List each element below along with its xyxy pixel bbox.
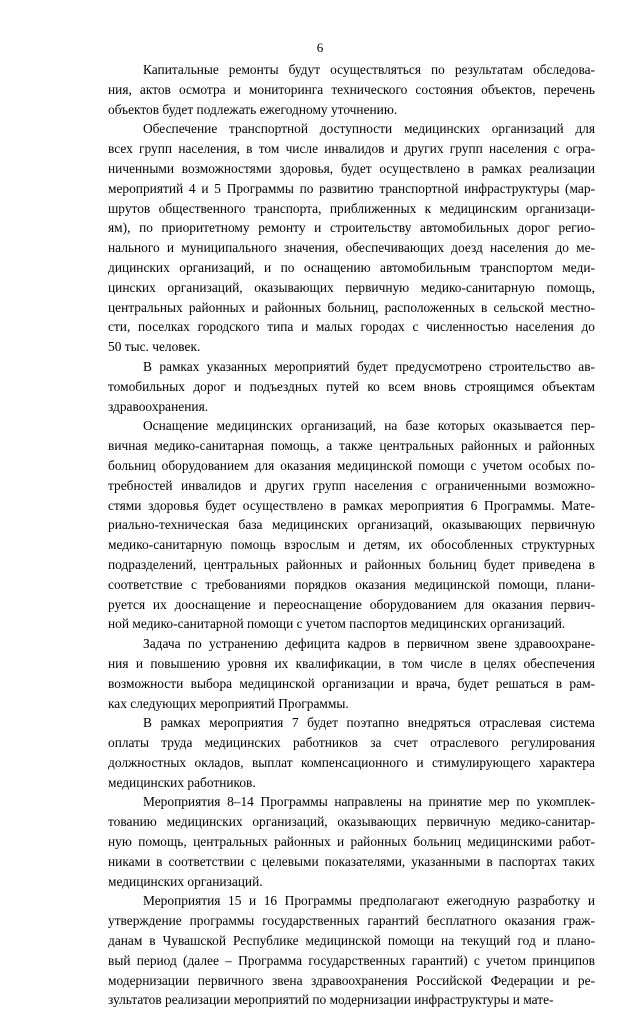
paragraph-line: модернизации первичного звена здравоохранения Российской Федерации и ре-	[108, 972, 595, 988]
paragraph-line: медико-санитарную помощь взрослым и детям, их обособленных структурных	[108, 537, 595, 553]
paragraph-line: ния, актов осмотра и мониторинга технического состояния объектов, перечень	[108, 81, 595, 97]
paragraph-line: оплаты труда медицинских работников за счет отраслевого регулирования	[108, 735, 595, 751]
paragraph-line: шрутов общественного транспорта, приближенных к медицинским организаци-	[108, 200, 595, 216]
paragraph-line: стями здоровья будет осуществлено в рамках мероприятия 6 Программы. Мате-	[108, 497, 595, 513]
paragraph	[108, 634, 595, 713]
paragraph	[108, 416, 595, 634]
paragraph-line: руется их дооснащение и переоснащение оборудованием для оказания первич-	[108, 596, 595, 612]
paragraph-line: данам в Чувашской Республике медицинской помощи на текущий год и плано-	[108, 933, 595, 949]
paragraph-line: ям), по приоритетному ремонту и строительству автомобильных дорог регио-	[108, 220, 595, 236]
paragraph-line: мероприятий 4 и 5 Программы по развитию транспортной инфраструктуры (мар-	[108, 180, 595, 196]
paragraph-line: медицинских работников.	[108, 774, 256, 790]
paragraph-line: томобильных дорог и подъездных путей ко всем вновь строящимся объектам	[108, 378, 595, 394]
paragraph-line: Капитальные ремонты будут осуществляться по результатам обследова-	[143, 62, 595, 77]
paragraph-line: цинских организаций, оказывающих первичную медико-санитарную помощь,	[108, 279, 595, 295]
paragraph-line: ниченными возможностями здоровья, будет осуществлено в рамках реализации	[108, 160, 595, 176]
paragraph-line: ния и повышению уровня их квалификации, в том числе в целях обеспечения	[108, 655, 595, 671]
paragraph-line: вый период (далее – Программа государственных гарантий) с учетом принципов	[108, 952, 595, 968]
body-text	[108, 60, 595, 1010]
paragraph-line: должностных окладов, выплат компенсационного и стимулирующего характера	[108, 754, 595, 770]
paragraph-line: подразделений, центральных районных и районных больниц будет приведена в	[108, 556, 595, 572]
paragraph-line: медицинских организаций.	[108, 873, 263, 889]
paragraph	[108, 60, 595, 119]
paragraph-line: ках следующих мероприятий Программы.	[108, 695, 349, 711]
paragraph-line: больниц оборудованием для оказания медицинской помощи с учетом особых по-	[108, 457, 595, 473]
paragraph-line: требностей инвалидов и других групп населения с ограниченными возможно-	[108, 477, 595, 493]
paragraph-line: Мероприятия 8–14 Программы направлены на принятие мер по укомплек-	[143, 794, 595, 810]
paragraph-line: всех групп населения, в том числе инвалидов и других групп населения с огра-	[108, 141, 595, 157]
paragraph-line: Задача по устранению дефицита кадров в первичном звене здравоохране-	[143, 636, 595, 652]
paragraph-line: 50 тыс. человек.	[108, 339, 201, 355]
paragraph-line: сти, поселках городского типа и малых городах с численностью населения до	[108, 319, 595, 335]
paragraph	[108, 713, 595, 792]
paragraph-line: тованию медицинских организаций, оказывающих первичную медико-санитар-	[108, 814, 595, 830]
paragraph-line: объектов будет подлежать ежегодному уточнению.	[108, 101, 398, 117]
paragraph	[108, 792, 595, 891]
paragraph-line: ную помощь, центральных районных и районных больниц медицинскими работ-	[108, 834, 595, 850]
paragraph-line: В рамках мероприятия 7 будет поэтапно внедряться отраслевая система	[143, 715, 595, 731]
paragraph-line: ной медико-санитарной помощи с учетом паспортов медицинских организаций.	[108, 616, 566, 632]
paragraph-line: Оснащение медицинских организаций, на базе которых оказывается пер-	[143, 418, 595, 434]
paragraph-line: Мероприятия 15 и 16 Программы предполагают ежегодную разработку и	[143, 893, 595, 909]
paragraph-line: вичная медико-санитарная помощь, а также центральных районных и районных	[108, 438, 595, 454]
paragraph-line: центральных районных и районных больниц, расположенных в сельской местно-	[108, 299, 595, 315]
paragraph-line: риально-техническая база медицинских организаций, оказывающих первичную	[108, 517, 595, 533]
paragraph-line: соответствие с требованиями порядков оказания медицинской помощи, плани-	[108, 576, 595, 592]
page-number: 6	[316, 40, 324, 55]
paragraph-line: здравоохранения.	[108, 398, 209, 414]
paragraph	[108, 891, 595, 1010]
paragraph-line: дицинских организаций, и по оснащению автомобильным транспортом меди-	[108, 259, 595, 275]
paragraph-line: зультатов реализации мероприятий по модернизации инфраструктуры и мате-	[108, 992, 554, 1008]
paragraph-line: нального и муниципального значения, обеспечивающих доезд населения до ме-	[108, 240, 595, 256]
paragraph-line: Обеспечение транспортной доступности медицинских организаций для	[143, 121, 595, 137]
paragraph-line: возможности выбора медицинской организации и врача, будет решаться в рам-	[108, 675, 595, 691]
paragraph-line: В рамках указанных мероприятий будет предусмотрено строительство ав-	[143, 358, 595, 374]
paragraph	[108, 119, 595, 357]
paragraph-line: никами в соответствии с целевыми показателями, указанными в паспортах таких	[108, 853, 595, 869]
paragraph	[108, 357, 595, 416]
paragraph-line: утверждение программы государственных гарантий бесплатного оказания граж-	[108, 913, 595, 929]
